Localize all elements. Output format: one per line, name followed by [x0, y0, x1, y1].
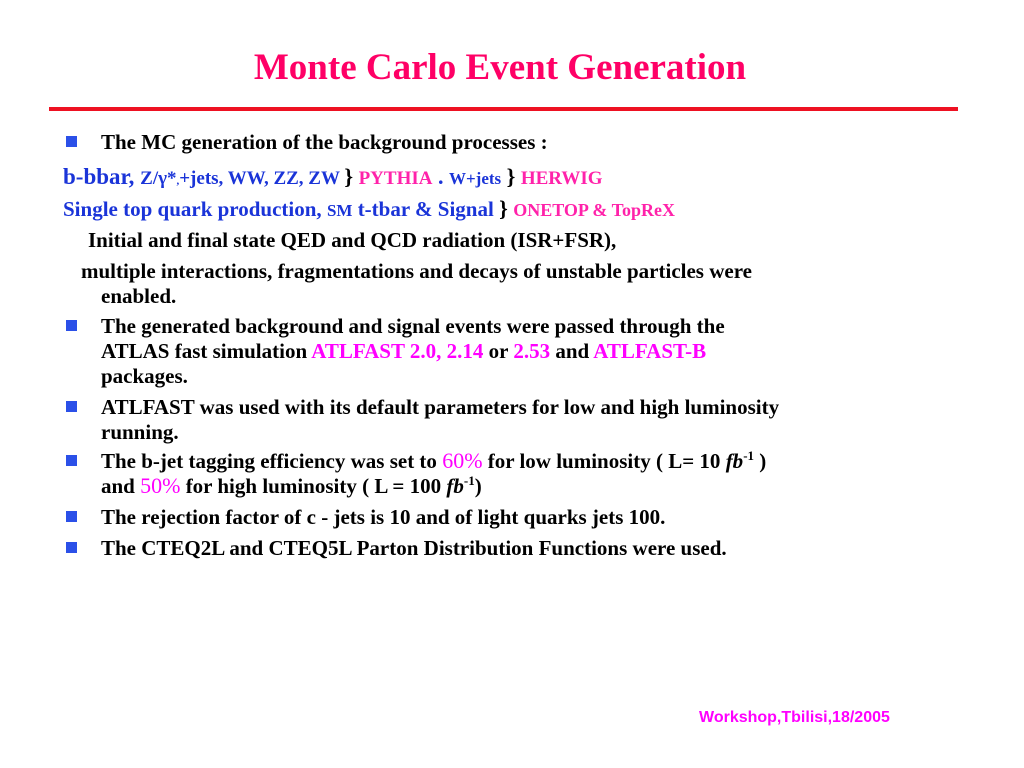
bullet-2-line-1: The generated background and signal events were passed through the — [101, 314, 725, 338]
efficiency-50: 50% — [140, 473, 181, 498]
title-underline — [49, 107, 958, 111]
single-top-label: Single top quark production, — [63, 197, 327, 221]
wjets-label: W+jets — [448, 169, 502, 188]
bullet-3-line-2: running. — [101, 420, 179, 444]
bullet-square-icon — [66, 455, 77, 466]
atlas-fast-sim-text: ATLAS fast simulation — [101, 339, 312, 363]
brace-2: } — [501, 164, 521, 189]
btag-text: The b-jet tagging efficiency was set to — [101, 449, 443, 473]
inverse-superscript-2: -1 — [463, 473, 475, 488]
sm-label: SM — [326, 201, 353, 220]
bullet-3-line-1: ATLFAST was used with its default parameters for low and high luminosity — [101, 395, 780, 419]
inverse-superscript: -1 — [743, 448, 755, 463]
onetop-toprex-label: ONETOP & TopReX — [513, 200, 675, 220]
or-text: or — [483, 339, 514, 363]
bullet-2-line-3: packages. — [101, 364, 188, 388]
atlfast-versions: ATLFAST 2.0, 2.14 — [311, 339, 484, 363]
jets-ww-zz-zw-label: +jets, WW, ZZ, ZW — [179, 168, 345, 189]
bullet-6-text: The CTEQ2L and CTEQ5L Parton Distribution Functions were used. — [101, 536, 727, 560]
close-paren-2: ) — [474, 474, 482, 498]
bbar-label: b-bbar, — [63, 164, 141, 189]
ttbar-signal-label: t-tbar & Signal — [352, 197, 500, 221]
slide-title: Monte Carlo Event Generation — [253, 47, 747, 88]
bbar-generators-line — [63, 165, 603, 193]
and-text-2: and — [101, 474, 141, 498]
bullet-1-text: The MC generation of the background processes : — [101, 130, 548, 154]
brace-1: } — [344, 164, 359, 189]
atlfast-b: ATLFAST-B — [593, 339, 707, 363]
dot-separator: . — [432, 164, 449, 189]
and-text: and — [550, 339, 594, 363]
comma-small: , — [176, 175, 180, 187]
z-gamma-label: Z/γ* — [140, 168, 177, 189]
bullet-4-line-1 — [101, 449, 766, 473]
brace-3: } — [499, 196, 514, 221]
close-paren: ) — [754, 449, 767, 473]
bullet-5-text: The rejection factor of c - jets is 10 and of light quarks jets 100. — [101, 505, 666, 529]
footer-workshop: Workshop,Tbilisi,18/2005 — [699, 709, 890, 726]
pythia-label: PYTHIA — [358, 168, 433, 189]
low-lumi-text: for low luminosity ( L= 10 — [482, 449, 726, 473]
herwig-label: HERWIG — [520, 168, 603, 189]
efficiency-60: 60% — [442, 448, 483, 473]
interactions-line-2: enabled. — [101, 284, 177, 308]
bullet-square-icon — [66, 542, 77, 553]
radiation-line: Initial and final state QED and QCD radiation (ISR+FSR), — [88, 228, 617, 252]
bullet-square-icon — [66, 401, 77, 412]
fb-unit-2: fb — [446, 474, 464, 498]
atlfast-253: 2.53 — [513, 339, 551, 363]
bullet-2-line-2 — [101, 339, 706, 363]
single-top-line — [63, 197, 675, 223]
high-lumi-text: for high luminosity ( L = 100 — [180, 474, 447, 498]
fb-unit: fb — [725, 449, 744, 473]
bullet-4-line-2 — [101, 474, 482, 498]
bullet-square-icon — [66, 320, 77, 331]
bullet-square-icon — [66, 136, 77, 147]
interactions-line-1: multiple interactions, fragmentations and decays of unstable particles were — [81, 259, 752, 283]
bullet-square-icon — [66, 511, 77, 522]
